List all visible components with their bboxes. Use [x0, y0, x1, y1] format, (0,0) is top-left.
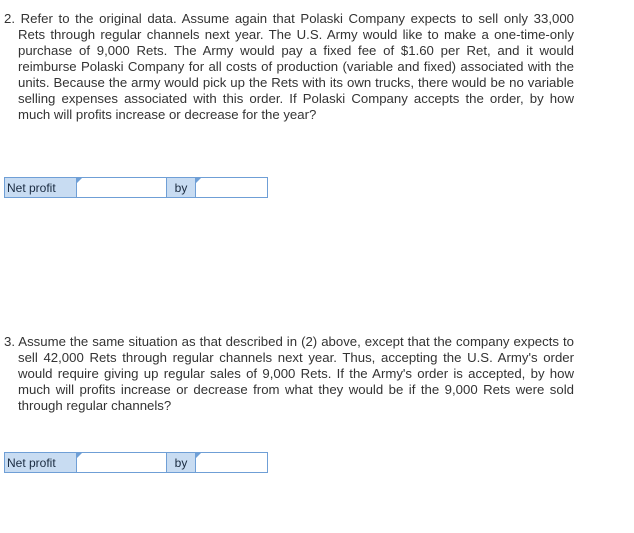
amount-input[interactable]: [196, 453, 267, 472]
question-2-text: 2. Refer to the original data. Assume again that Polaski Company expects to sell only 33,000 Rets through regular channels next year. The U.S. Army would like to make a one-time-only purchase of 9,000 Rets. The Army would pay a fixed fee of $1.60 per Ret, and it would reimburse Polaski Company for all costs of production (variable and fixed) associated with the units. Because the army would pick up the Rets with its own trucks, there would be no variable selling expenses associated with this order. If Polaski Company accepts the order, by how much will profits increase or decrease for the year?: [4, 11, 574, 122]
question-3-text: 3. Assume the same situation as that described in (2) above, except that the company expects to sell 42,000 Rets through regular channels next year. Thus, accepting the U.S. Army's order would require giving up regular sales of 9,000 Rets. If the Army's order is accepted, by how much will profits increase or decrease from what they would be if the 9,000 Rets were sold through regular channels?: [4, 334, 574, 413]
direction-input[interactable]: [77, 178, 166, 197]
direction-cell: [77, 452, 167, 473]
by-label: by: [167, 452, 196, 473]
answer-row-question-2: [4, 177, 268, 198]
amount-cell: [196, 452, 268, 473]
answer-row-question-3: [4, 452, 268, 473]
net-profit-label: Net profit: [4, 452, 77, 473]
direction-cell: [77, 177, 167, 198]
by-label: by: [167, 177, 196, 198]
amount-input[interactable]: [196, 178, 267, 197]
net-profit-label: Net profit: [4, 177, 77, 198]
amount-cell: [196, 177, 268, 198]
direction-input[interactable]: [77, 453, 166, 472]
